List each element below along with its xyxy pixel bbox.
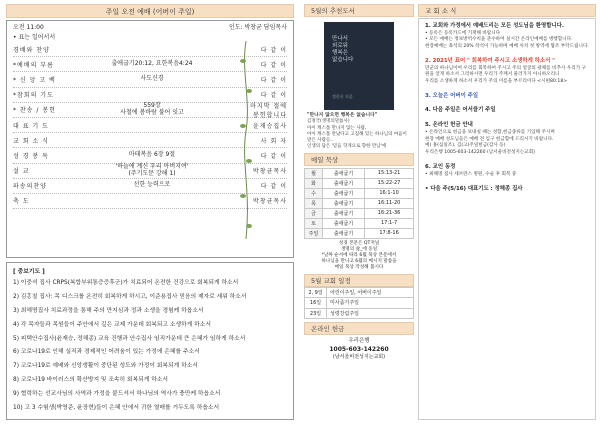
- service-item-detail: 559장 사철에 봄바람 불어 잇고: [120, 101, 184, 116]
- service-item-detail: 사도신경: [140, 75, 164, 83]
- reading-row: [305, 198, 414, 208]
- qt-line: *날짜 순서에 따라 6월 묵상 본문에서: [321, 252, 397, 258]
- reading-table: [304, 168, 414, 239]
- news-column: [418, 4, 596, 420]
- prayer-item: 9) 협력하는 선교사님의 사역과 가정을 붙드셔서 하나님의 역사가 충만케 하옵소서: [13, 391, 221, 398]
- schedule-row: [305, 308, 414, 319]
- book-description: 아이 캐스톨 만나지 않는 사람, 아이 캐스톨 만났다고 고집해 있는 하나님의 마음이 말은 사람들.. 인생의 답은 '믿음 학개으로 향한 만남'에: [307, 125, 407, 149]
- news-item-text: • 등록은 등록카드에 기재해 바랍니다 • 모든 예배는 정보방역수칙을 준수하여 실시간 온라인예배를 병행합니다. 현장예배는 좌석의 20% 착석이 가능하며 예배 처치 첫 방역에 협조 부탁드립니다.: [425, 30, 589, 50]
- prayer-item: 2) 김홍칠 집사: 목 디스크를 온전히 회복하게 하시고, 이준용집사 믿음의 제자로 세워 하소서: [13, 293, 247, 300]
- reading-row: [305, 218, 414, 228]
- account-holder: (남서울비전성지는교회): [332, 354, 386, 361]
- service-item-name: 대 표 기 도: [13, 122, 49, 130]
- offering-info: [304, 335, 414, 361]
- prayer-item: 8) 코로나19 바이러스의 확산방지 및 조속히 회복되게 하소서: [13, 377, 169, 384]
- service-header: 주일 오전 예배 (어버이 주일): [6, 4, 294, 18]
- news-item-text: • 최해명 집사 세브란스 병원, 수술 후 회복 중: [425, 171, 517, 177]
- book-info: [304, 113, 414, 150]
- right-page: [304, 4, 596, 420]
- reading-row: [305, 188, 414, 198]
- news-body: [418, 18, 596, 420]
- service-item-leader: 다 같 이: [260, 92, 287, 100]
- service-time: 오전 11:00: [13, 24, 44, 31]
- reading-book: 출애굽기: [323, 178, 365, 188]
- ivy-decoration: [239, 41, 253, 239]
- schedule-event: 어린이주일, 어버이주일: [327, 287, 414, 298]
- service-item-name: * 신 앙 고 백: [13, 76, 56, 84]
- service-item-name: 설 교: [13, 168, 30, 176]
- service-item-name: 경배와 찬양: [13, 46, 50, 54]
- reading-book: 출애굽기: [323, 198, 365, 208]
- news-item-text: • 온라인으로 헌금을 보내실 때는 성함,헌금종류를 기입해 주시며 현장 예배 성도님들은 예배 전 입구 헌금함에 드리시기 바랍니다. 예) 홍(십일조), 김(고)주일헌금(감사 등) 우리은행 1005-603-142260 (남서울비전성지는교회): [425, 130, 555, 156]
- service-item-name: 파송의찬양: [13, 183, 47, 191]
- news-item: [425, 93, 589, 101]
- schedule-date: 23일: [305, 308, 327, 319]
- service-item-leader: 다 같 이: [260, 76, 287, 84]
- prayer-item: 4) 각 목자들과 목원들이 주안에서 깊은 교제 가운데 회복되고 소생하게 하소서: [13, 321, 211, 328]
- next-week-prayer: • 다음 주(5/16) 대표기도 : 정해종 집사: [425, 186, 523, 193]
- news-item: [425, 164, 589, 178]
- reading-day: 월: [305, 168, 323, 178]
- schedule-table: [304, 287, 414, 320]
- book-publisher: 김정국(생명의말씀사): [307, 119, 350, 125]
- reading-book: 출애굽기: [323, 228, 365, 238]
- reading-book: 출애굽기: [323, 218, 365, 228]
- book-title: "만나지 않으면 행복은 없습니다": [307, 113, 378, 118]
- reading-verse: 15:22-27: [365, 178, 414, 188]
- reading-verse: 16:1-10: [365, 188, 414, 198]
- service-item-detail: 선한 능력으로: [133, 181, 171, 189]
- reading-book: 출애굽기: [323, 168, 365, 178]
- reading-book: 출애굽기: [323, 208, 365, 218]
- news-item: [425, 23, 589, 51]
- account-number: 1005-603-142260: [329, 345, 389, 353]
- service-item-name: 축 도: [13, 198, 30, 206]
- reading-day: 토: [305, 218, 323, 228]
- service-item-name: 교 회 소 식: [13, 137, 49, 145]
- reading-day: 금: [305, 208, 323, 218]
- offering-header: 온라인 헌금: [304, 322, 414, 335]
- news-item: [425, 122, 589, 156]
- news-item-text: 만군의 하나님이여 우리를 회복하여 주시고 주의 얼굴의 광채를 비추사 우리가 구원을 얻게 하소서 그리하시면 우리가 주께서 물러가지 아니하오리니 우리를 소생하게 하소서 우리가 주의 이름을 부르리이다 <시편80:18>: [425, 65, 587, 84]
- qt-line: 하나님을 만나고 6월의 메시지 말씀을: [321, 258, 397, 264]
- prayer-item: 3) 최해명집사 치료과정을 통해 주의 만지심과 정과 소생을 경험케 하옵소서: [13, 307, 204, 314]
- reading-row: [305, 228, 414, 238]
- service-item-detail: 출애굽기20:12, 요한복음4:24: [111, 59, 193, 67]
- reading-header: 매일 묵상: [304, 153, 414, 166]
- schedule-row: [305, 298, 414, 309]
- service-item-leader: 다 같 이: [260, 46, 287, 54]
- news-item: [425, 58, 589, 86]
- service-item-leader: 다 같 이: [260, 183, 287, 191]
- qt-line: 성경 본문은 QT저널: [338, 240, 380, 246]
- news-item-title: 2. 2021년 표어 " 회복하여 주시고 소생하게 하소서 ": [425, 57, 555, 64]
- news-item-title: 6. 교인 동정: [425, 163, 456, 170]
- prayer-item: 6) 코로나19로 인해 실직과 경제적인 어려움이 있는 가정에 은혜를 주소서: [13, 349, 200, 356]
- reading-day: 목: [305, 198, 323, 208]
- service-item-name: * 찬송 / 봉헌: [13, 107, 56, 115]
- service-item-leader: 박창균목사: [253, 198, 287, 206]
- service-item-name: *참회의 기도: [13, 92, 54, 100]
- schedule-row: [305, 287, 414, 298]
- prayer-item: 7) 코로나19로 예배와 신앙생활이 중단된 성도와 가정이 회복되게 하소서: [13, 363, 198, 370]
- reading-book: 출애굽기: [323, 188, 365, 198]
- book-cover-author: 정한욱 지음: [332, 94, 353, 99]
- prayer-list: [13, 277, 287, 416]
- news-item-title: 1. 교회와 가정에서 예배드리는 모든 성도님을 환영합니다.: [425, 23, 564, 29]
- schedule-date: 2, 9일: [305, 287, 327, 298]
- reading-row: [305, 178, 414, 188]
- left-page: [6, 4, 294, 420]
- reading-verse: 17:1-7: [365, 218, 414, 228]
- schedule-event: 미사좀기주일: [327, 298, 414, 309]
- news-item-title: 3. 오늘은 어버이 주일: [425, 92, 479, 99]
- reading-day: 화: [305, 178, 323, 188]
- reading-verse: 15:13-21: [365, 168, 414, 178]
- prayer-item: 1) 이중석 집사 CRPS(복합부위통증증후군)가 치료되어 온전한 건강으로 회복되게 하소서: [13, 280, 239, 286]
- book-cover-title: 만나서 외로워 행복은 없습니다: [332, 36, 354, 63]
- qt-note: [304, 239, 414, 271]
- service-item-leader: 사 회 자: [260, 137, 287, 145]
- service-item-leader: 다 같 이: [260, 152, 287, 160]
- reading-verse: 16:11-20: [365, 198, 414, 208]
- reading-verse: 17:8-16: [365, 228, 414, 238]
- news-item: [425, 107, 589, 115]
- reading-row: [305, 208, 414, 218]
- intercessory-prayer: [6, 262, 294, 420]
- service-note: • 표는 일어서서: [13, 34, 56, 41]
- news-item-title: 5. 온라인 헌금 안내: [425, 122, 473, 129]
- schedule-header: 5월 교회 일정: [304, 274, 414, 287]
- service-item-detail: 마태복음 6장 9절: [128, 150, 176, 158]
- qt-line: 생명의 삶_에 동일: [340, 246, 378, 252]
- service-item-name: *예배의 부름: [13, 61, 54, 69]
- info-column: [304, 4, 414, 420]
- service-item-detail: '하늘에 계신 우리 아버지여' (주기도문 강해 1): [115, 162, 189, 177]
- news-header: 교 회 소 식: [418, 4, 596, 17]
- order-of-service: [6, 20, 294, 258]
- reading-day: 주일: [305, 228, 323, 238]
- service-item-leader: 다 같 이: [260, 61, 287, 69]
- schedule-event: 성령강림주일: [327, 308, 414, 319]
- reading-day: 수: [305, 188, 323, 198]
- schedule-date: 16일: [305, 298, 327, 309]
- book-header: 5월의 추천도서: [304, 4, 414, 17]
- service-item-leader: 윤재승집사: [253, 122, 287, 130]
- service-preacher: 인도: 박창균 담임목사: [228, 24, 287, 31]
- service-item-name: 성 경 봉 독: [13, 152, 49, 160]
- prayer-item: 10) 고 3 수험생(박영준, 윤장현)들이 은혜 안에서 귀한 열매를 거두도록 하옵소서: [13, 405, 220, 412]
- reading-verse: 16:21-36: [365, 208, 414, 218]
- reading-row: [305, 168, 414, 178]
- service-item-leader: 마지막 절에 봉헌합니다: [250, 102, 287, 119]
- bank-name: 우리은행: [348, 338, 370, 345]
- prayer-title: [ 중보기도 ]: [13, 269, 45, 275]
- news-item-title: 4. 다음 주일은 어서클기 주일: [425, 107, 496, 114]
- qt-line: 매일 묵상 작성해 봅시다: [334, 264, 384, 270]
- service-item-leader: 박창균목사: [253, 168, 287, 176]
- book-cover: [324, 22, 394, 110]
- prayer-item: 5) 피택안수집사(윤재승, 정해종) 교육 진행과 안수집사 임직가운데 큰 은혜가 임하게 하소서: [13, 335, 246, 342]
